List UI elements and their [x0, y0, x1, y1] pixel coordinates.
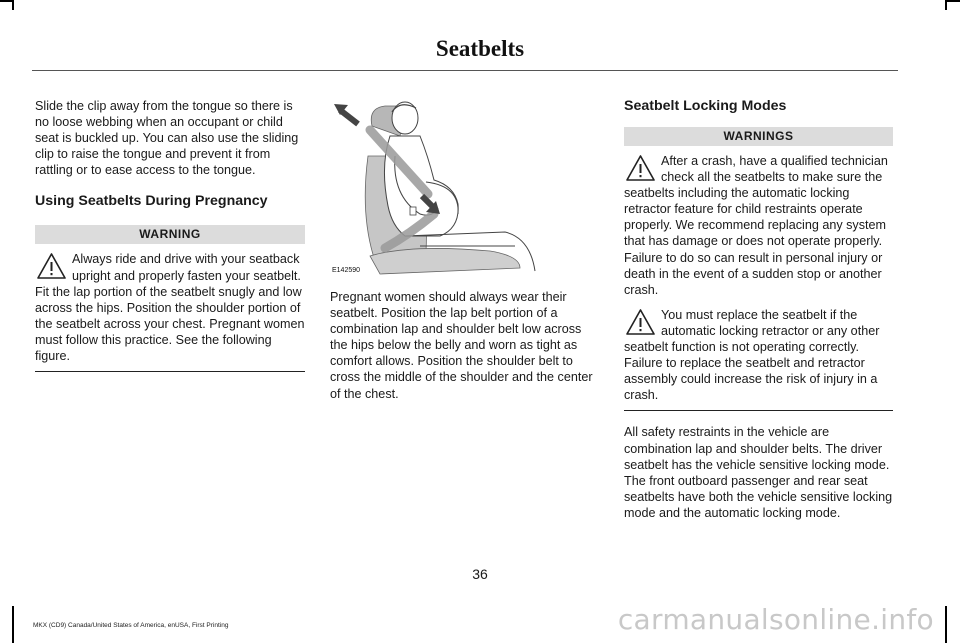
crop-mark — [945, 0, 947, 10]
crop-mark — [12, 0, 14, 10]
footer-text: MKX (CD9) Canada/United States of America, enUSA, First Printing — [33, 622, 229, 629]
middle-column — [330, 96, 602, 402]
warning-triangle-icon — [624, 153, 657, 185]
intro-paragraph: Slide the clip away from the tongue so there is no loose webbing when an occupant or child seat is buckled up. You can also use the sliding clip to raise the tongue and prevent it from rattling or to ease access to the tongue. — [35, 99, 299, 178]
header-rule — [32, 70, 898, 71]
warnings-end-rule — [624, 410, 893, 411]
warning-end-rule — [35, 371, 305, 372]
crop-mark — [0, 0, 12, 2]
pregnancy-heading: Using Seatbelts During Pregnancy — [35, 193, 268, 210]
warning-text-2: You must replace the seatbelt if the automatic locking retractor or any other seatbelt function is not operating correctly. Failure to replace the seatbelt and retractor assembly could increase the risk of injury in a crash. — [624, 307, 880, 403]
page-title: Seatbelts — [435, 36, 525, 61]
crop-mark — [946, 0, 960, 2]
warning-label: WARNING — [35, 225, 305, 244]
warning-triangle-icon — [624, 307, 657, 339]
watermark: carmanualsonline.info — [617, 603, 934, 636]
right-column — [624, 98, 893, 521]
warning-block-1 — [624, 153, 893, 298]
locking-modes-heading: Seatbelt Locking Modes — [624, 98, 787, 114]
page-number: 36 — [472, 566, 488, 582]
crop-mark — [12, 606, 14, 643]
warning-block-2 — [624, 307, 893, 404]
warning-triangle-icon — [35, 251, 68, 283]
pregnancy-paragraph: Pregnant women should always wear their seatbelt. Position the lap belt portion of a combination lap and shoulder belt low across the hips below the belly and worn as tight as comfort allows. Position the shoulder belt to cross the middle of the shoulder and the center of the chest. — [330, 290, 593, 401]
warning-text-1: After a crash, have a qualified technician check all the seatbelts to make sure the seatbelts including the automatic locking retractor feature for child restraints operate properly. We recommend replacing any system that has damage or does not operate properly. Failure to do so can result in personal injury or death in the event of a sudden stop or another crash. — [624, 154, 888, 297]
figure-label: E142590 — [332, 267, 361, 274]
pregnancy-seatbelt-figure — [330, 96, 600, 276]
locking-modes-paragraph: All safety restraints in the vehicle are combination lap and shoulder belts. The driver seatbelt has the vehicle sensitive locking mode. The front outboard passenger and rear seat seatbelts have both the vehicle sensitive locking mode and the automatic locking mode. — [624, 425, 893, 520]
warnings-label: WARNINGS — [624, 127, 893, 146]
crop-mark — [945, 606, 947, 643]
warning-block — [35, 251, 305, 364]
left-column — [35, 98, 305, 372]
warning-text: Always ride and drive with your seatback upright and properly fasten your seatbelt. Fit the lap portion of the seatbelt snugly and low across the hips. Position the shoulder portion of the seatbelt across your chest. Pregnant women must follow this practice. See the following figure. — [35, 252, 305, 364]
